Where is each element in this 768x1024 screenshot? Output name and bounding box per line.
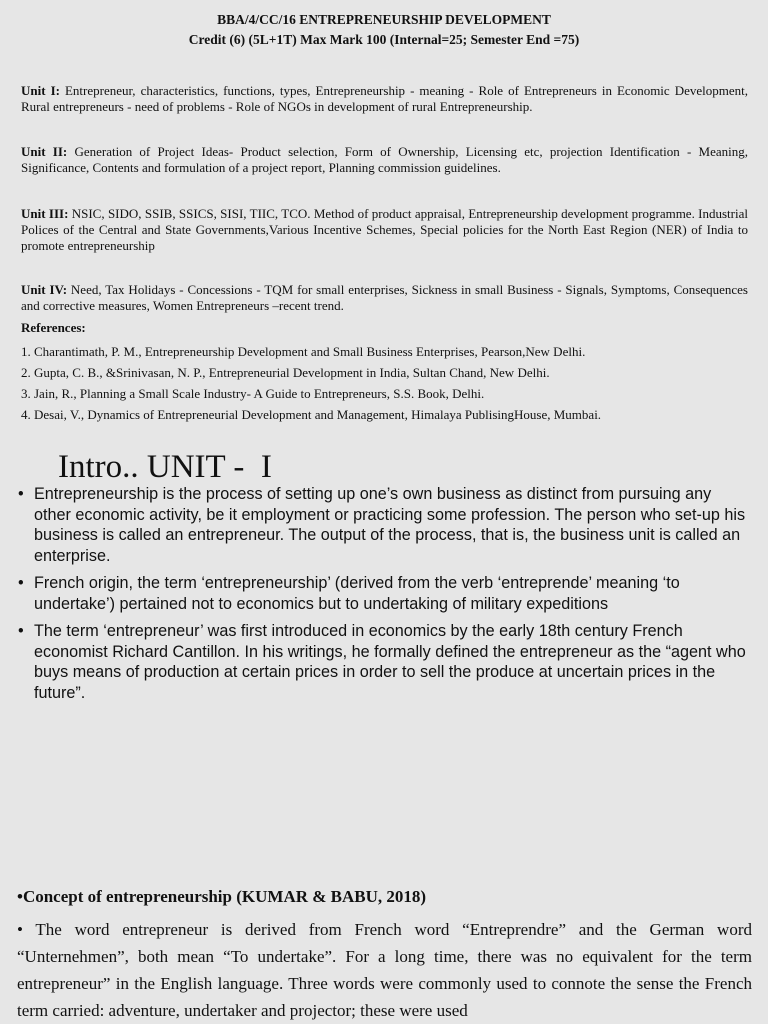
bullet-text: The term ‘entrepreneur’ was first introduced in economics by the early 18th century French economist Richard Cantillon. In his writings, he formally defined the entrepreneur as the “agent who buys means of production at certain prices in order to sell the produce at uncertain prices in the future”. [34,622,746,702]
bullet-icon: • [18,622,24,640]
reference-item: 4. Desai, V., Dynamics of Entrepreneurial Development and Management, Himalaya PublisingHouse, Mumbai. [21,407,602,422]
unit-4-description [21,282,748,314]
concept-paragraph: • The word entrepreneur is derived from French word “Entreprendre” and the German word “Unternehmen”, both mean “To undertake”. For a long time, there was no equivalent for the term entrepreneur” in the English language. Three words were commonly used to connote the sense the French term carried: adventure, undertaker and projector; these were used [17,920,752,1020]
unit-label: Unit IV: [21,282,68,297]
bullet-item [18,621,746,703]
syllabus-header [0,10,768,50]
unit-3-description [21,206,748,254]
unit-text: Entrepreneur, characteristics, functions, types, Entrepreneurship - meaning - Role of Entrepreneurs in Economic Development, Rural entrepreneurs - need of problems - Role of NGOs in development of rural Entrepreneurship. [21,83,748,114]
bullet-icon: • [18,574,24,592]
reference-item: 2. Gupta, C. B., &Srinivasan, N. P., Entrepreneurial Development in India, Sultan Chand, New Delhi. [21,365,550,380]
unit-text: Need, Tax Holidays - Concessions - TQM for small enterprises, Sickness in small Business - Signals, Symptoms, Consequences and corrective measures, Women Entrepreneurs –recent trend. [21,282,748,313]
course-title: BBA/4/CC/16 ENTREPRENEURSHIP DEVELOPMENT [217,12,551,27]
unit-2-description [21,144,748,176]
bullet-item [18,573,746,614]
unit-text: NSIC, SIDO, SSIB, SSICS, SISI, TIIC, TCO. Method of product appraisal, Entrepreneurship development programme. Industrial Polices of the Central and State Governments,Various Incentive Schemes, Special policies for the North East Region (NER) of India to promote entrepreneurship [21,206,748,253]
unit-text: Generation of Project Ideas- Product selection, Form of Ownership, Licensing etc, projection Identification - Meaning, Significance, Contents and formulation of a project report, Planning commission guidelines. [21,144,748,175]
concept-heading: •Concept of entrepreneurship (KUMAR & BABU, 2018) [17,887,427,906]
references-heading: References: [21,320,86,335]
unit-label: Unit III: [21,206,69,221]
reference-item: 1. Charantimath, P. M., Entrepreneurship Development and Small Business Enterprises, Pearson,New Delhi. [21,344,586,359]
references-section [21,320,748,425]
intro-bullet-list [18,484,746,710]
intro-heading: Intro.. UNIT - I [58,449,272,485]
unit-1-description [21,83,748,115]
bullet-item [18,484,746,566]
bullet-text: French origin, the term ‘entrepreneurship’ (derived from the verb ‘entreprende’ meaning ‘to undertake’) pertained not to economics but to undertaking of military expeditions [34,574,680,613]
reference-item: 3. Jain, R., Planning a Small Scale Industry- A Guide to Entrepreneurs, S.S. Book, Delhi. [21,386,485,401]
bullet-icon: • [18,485,24,503]
bullet-text: Entrepreneurship is the process of setting up one’s own business as distinct from pursuing any other economic activity, be it employment or practicing some profession. The person who set-up his business is called an entrepreneur. The output of the process, that is, the business unit is called an enterprise. [34,485,746,565]
unit-label: Unit I: [21,83,60,98]
unit-label: Unit II: [21,144,68,159]
course-credit-info: Credit (6) (5L+1T) Max Mark 100 (Internal=25; Semester End =75) [188,32,580,47]
